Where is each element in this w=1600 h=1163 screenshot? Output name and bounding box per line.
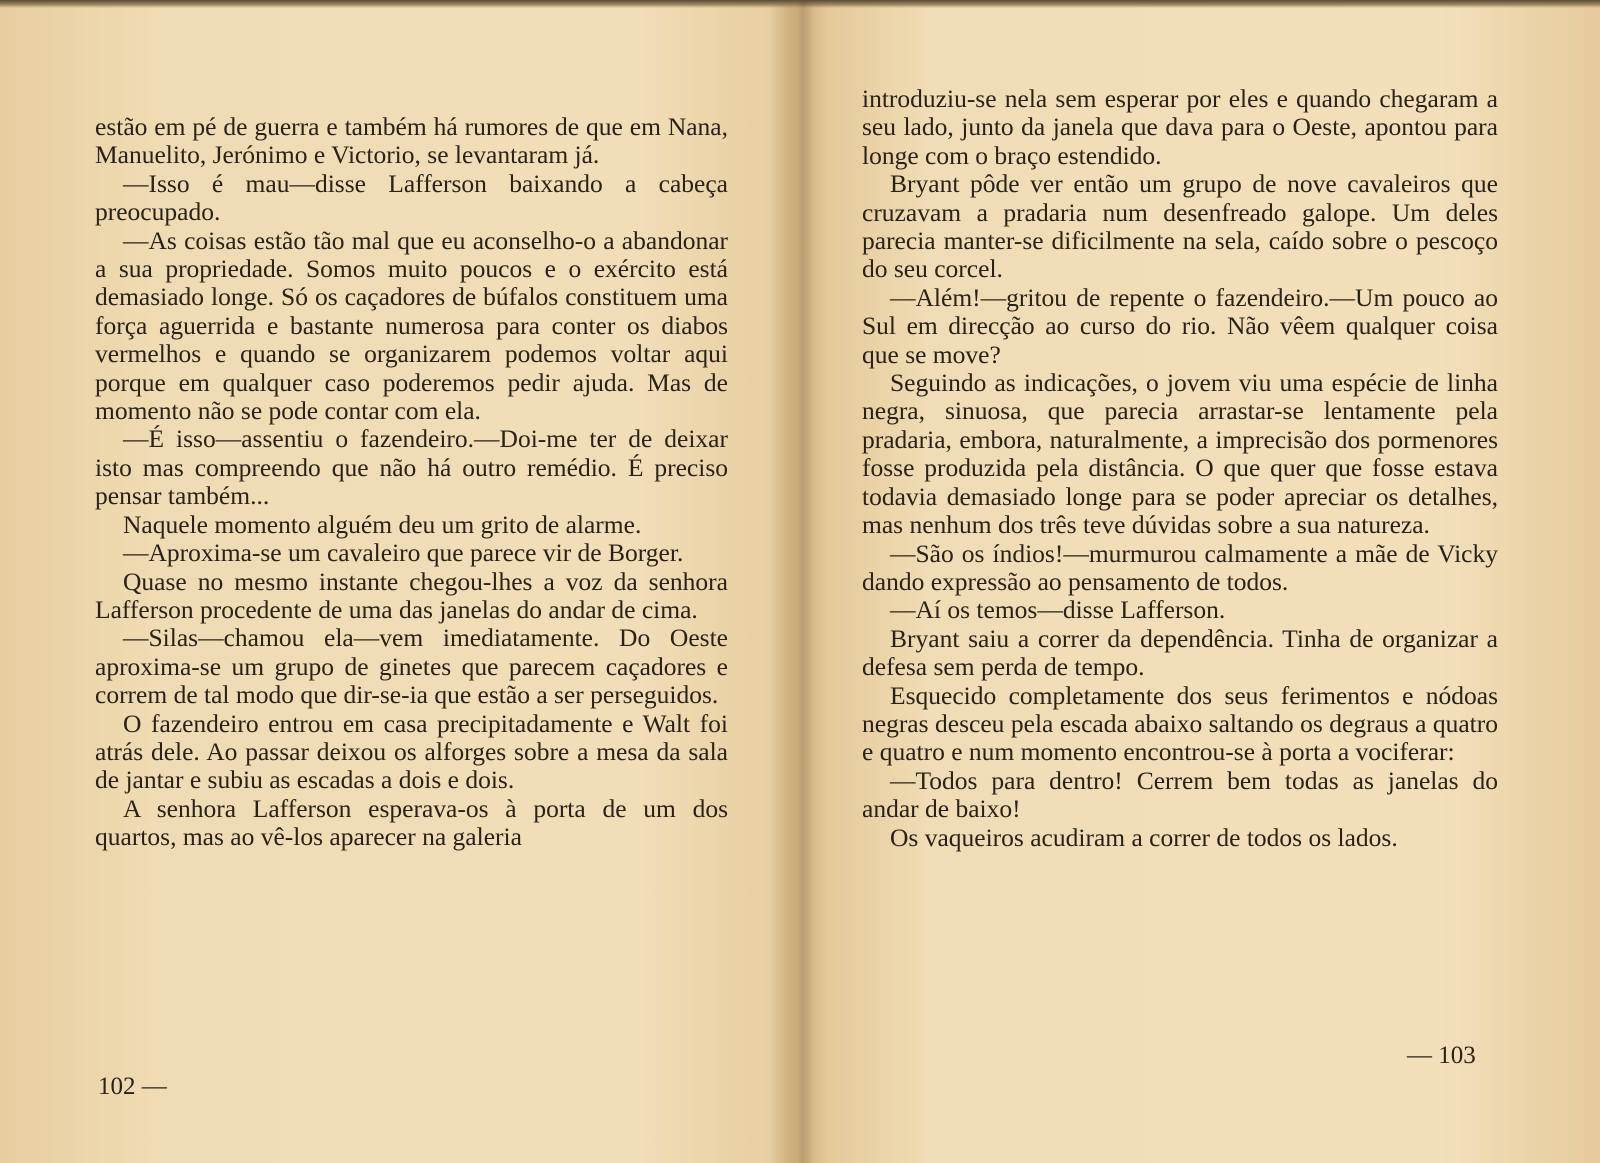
paragraph: Os vaqueiros acudiram a correr de todos os lados. <box>890 822 1398 852</box>
paragraph: —Isso é mau—disse Lafferson baixando a cabeça preocupado. <box>95 168 728 227</box>
paragraph: —Todos para dentro! Cerrem bem todas as janelas do andar de baixo! <box>862 765 1498 824</box>
paragraph: —São os índios!—murmurou calmamente a mãe de Vicky dando expressão ao pensamento de todos. <box>862 538 1498 596</box>
right-page-text <box>862 85 1498 852</box>
paragraph: A senhora Lafferson esperava-os à porta de um dos quartos, mas ao vê-los aparecer na galeria <box>95 793 728 852</box>
paragraph: —Além!—gritou de repente o fazendeiro.—Um pouco ao Sul em direcção ao curso do rio. Não vêem qualquer coisa que se move? <box>862 282 1498 369</box>
paragraph: —Aí os temos—disse Lafferson. <box>890 595 1226 625</box>
page-number-left: 102 — <box>98 1073 167 1100</box>
paragraph: —Silas—chamou ela—vem imediatamente. Do Oeste aproxima-se um grupo de ginetes que parecem caçadores e correm de tal modo que dir-se-ia que estão a ser perseguidos. <box>95 623 728 710</box>
paragraph: Quase no mesmo instante chegou-lhes a voz da senhora Lafferson procedente de uma das janelas do andar de cima. <box>95 566 728 624</box>
paragraph: —É isso—assentiu o fazendeiro.—Doi-me ter de deixar isto mas compreendo que não há outro remédio. É preciso pensar também... <box>95 424 728 511</box>
paragraph: —As coisas estão tão mal que eu aconselho-o a abandonar a sua propriedade. Somos muito poucos e o exército está demasiado longe. Só os caçadores de búfalos constituem uma força aguerrida e bastante numerosa para conter os diabos vermelhos e quando se organizarem podemos voltar aqui porque em qualquer caso poderemos pedir ajuda. Mas de momento não se pode contar com ela. <box>95 225 728 426</box>
paragraph: Esquecido completamente dos seus ferimentos e nódoas negras desceu pela escada abaixo saltando os degraus a quatro e quatro e num momento encontrou-se à porta a vociferar: <box>862 680 1498 767</box>
paragraph: Naquele momento alguém deu um grito de alarme. <box>123 509 642 539</box>
paragraph: O fazendeiro entrou em casa precipitadamente e Walt foi atrás dele. Ao passar deixou os alforges sobre a mesa da sala de jantar e subiu as escadas a dois e dois. <box>95 708 728 795</box>
right-page <box>800 0 1600 1163</box>
paragraph: Bryant pôde ver então um grupo de nove cavaleiros que cruzavam a pradaria num desenfreado galope. Um deles parecia manter-se dificilmente na sela, caído sobre o pescoço do seu corcel. <box>862 169 1498 284</box>
paragraph: Seguindo as indicações, o jovem viu uma espécie de linha negra, sinuosa, que parecia arrastar-se lentamente pela pradaria, embora, naturalmente, a imprecisão dos pormenores fosse produzida pela distância. O que quer que fosse estava todavia demasiado longe para se poder apreciar os detalhes, mas nenhum dos três teve dúvidas sobre a sua natureza. <box>862 368 1498 540</box>
paragraph: —Aproxima-se um cavaleiro que parece vir de Borger. <box>123 538 684 568</box>
page-number-right: — 103 <box>1407 1042 1476 1069</box>
paragraph: estão em pé de guerra e também há rumores de que em Nana, Manuelito, Jerónimo e Victorio, se levantaram já. <box>95 112 728 170</box>
paragraph: Bryant saiu a correr da dependência. Tinha de organizar a defesa sem perda de tempo. <box>862 623 1498 682</box>
left-page-text <box>95 113 728 852</box>
paragraph: introduziu-se nela sem esperar por eles e quando chegaram a seu lado, junto da janela que dava para o Oeste, apontou para longe com o braço estendido. <box>862 84 1498 170</box>
